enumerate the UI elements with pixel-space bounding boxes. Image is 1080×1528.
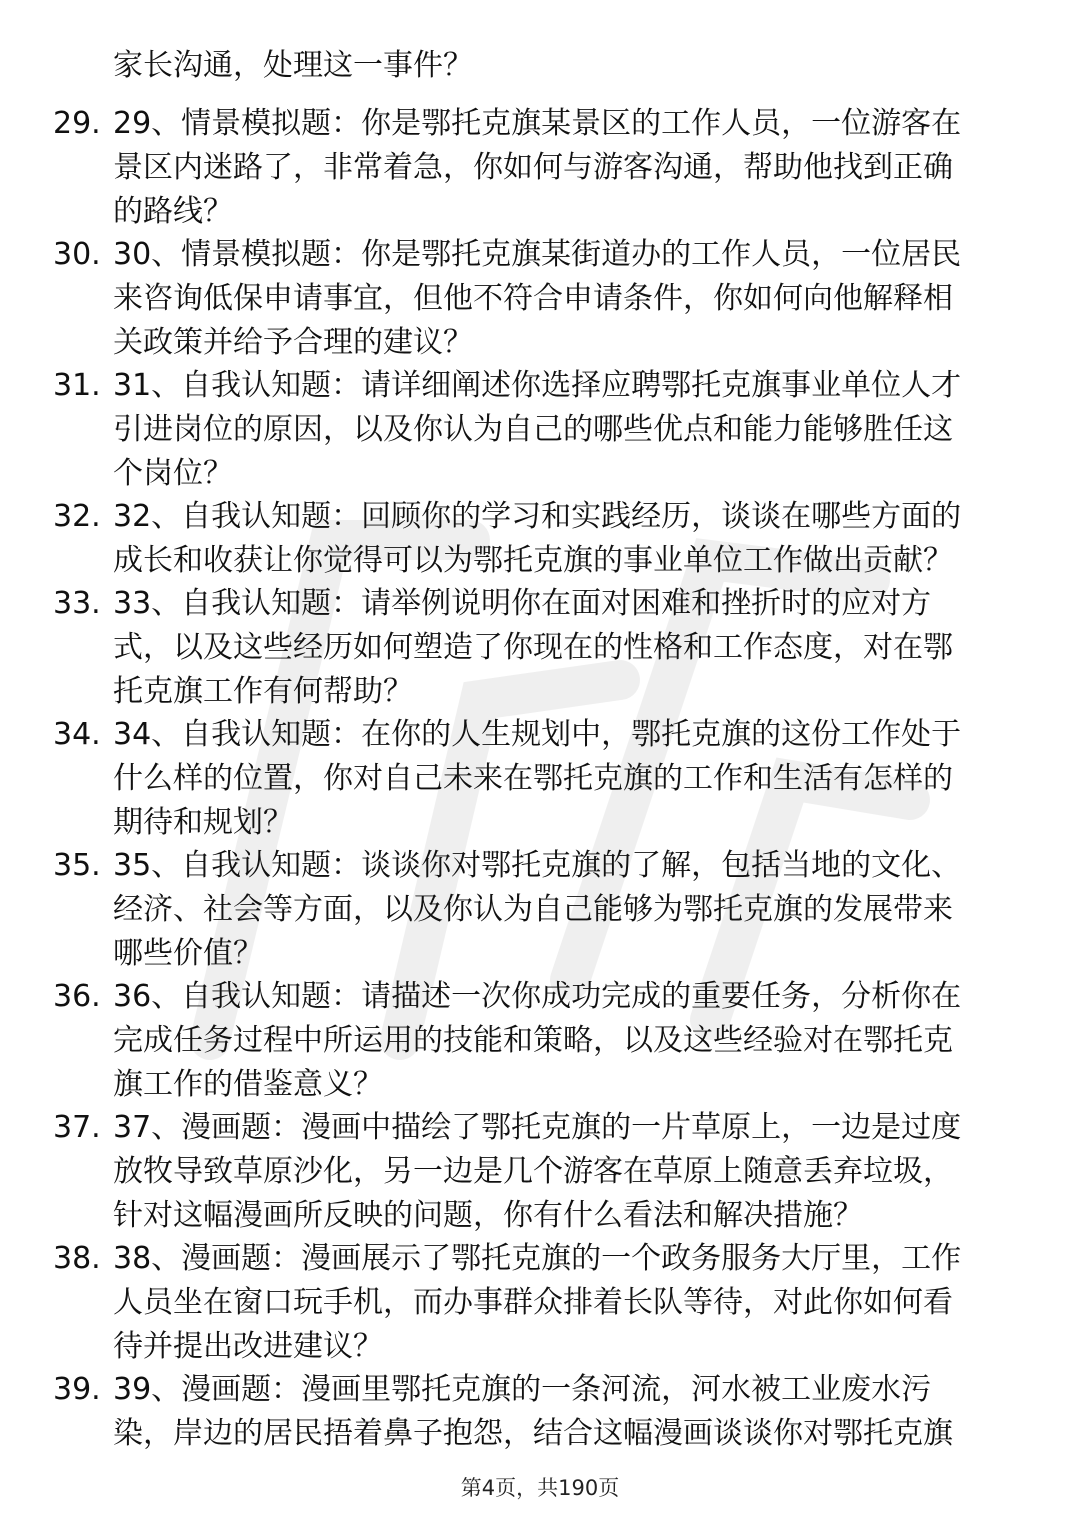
question-text-line: 什么样的位置，你对自己未来在鄂托克旗的工作和生活有怎样的 <box>113 761 953 796</box>
question-text-line: 人员坐在窗口玩手机，而办事群众排着长队等待，对此你如何看 <box>113 1285 953 1320</box>
question-text-line: 38、漫画题：漫画展示了鄂托克旗的一个政务服务大厅里，工作 <box>113 1241 962 1276</box>
question-text-line: 引进岗位的原因，以及你认为自己的哪些优点和能力能够胜任这 <box>113 412 953 447</box>
question-text-line: 31、自我认知题：请详细阐述你选择应聘鄂托克旗事业单位人才 <box>113 368 962 403</box>
question-text-line: 完成任务过程中所运用的技能和策略，以及这些经验对在鄂托克 <box>113 1023 953 1058</box>
question-number: 38. <box>53 1241 101 1276</box>
question-text-line: 的路线？ <box>113 194 233 229</box>
question-text-line: 成长和收获让你觉得可以为鄂托克旗的事业单位工作做出贡献？ <box>113 543 953 578</box>
question-number: 39. <box>53 1372 101 1407</box>
question-text-line: 染，岸边的居民捂着鼻子抱怨，结合这幅漫画谈谈你对鄂托克旗 <box>113 1416 953 1451</box>
question-text-line: 景区内迷路了，非常着急，你如何与游客沟通，帮助他找到正确 <box>113 150 953 185</box>
question-text-line: 37、漫画题：漫画中描绘了鄂托克旗的一片草原上，一边是过度 <box>113 1110 962 1145</box>
question-text-line: 待并提出改进建议？ <box>113 1329 383 1364</box>
question-text-line: 经济、社会等方面，以及你认为自己能够为鄂托克旗的发展带来 <box>113 892 953 927</box>
question-text-line: 针对这幅漫画所反映的问题，你有什么看法和解决措施？ <box>113 1198 863 1233</box>
question-number: 31. <box>53 368 101 403</box>
question-number: 30. <box>53 237 101 272</box>
question-text-line: 放牧导致草原沙化，另一边是几个游客在草原上随意丢弃垃圾， <box>113 1154 953 1189</box>
question-text-line: 34、自我认知题：在你的人生规划中，鄂托克旗的这份工作处于 <box>113 717 962 752</box>
question-text-line: 36、自我认知题：请描述一次你成功完成的重要任务，分析你在 <box>113 979 962 1014</box>
continued-question-text: 家长沟通，处理这一事件？ <box>113 48 473 83</box>
question-number: 37. <box>53 1110 101 1145</box>
question-text-line: 个岗位？ <box>113 456 233 491</box>
question-number: 36. <box>53 979 101 1014</box>
question-text-line: 期待和规划？ <box>113 805 293 840</box>
question-text-line: 33、自我认知题：请举例说明你在面对困难和挫折时的应对方 <box>113 586 932 621</box>
question-text-line: 来咨询低保申请事宜，但他不符合申请条件，你如何向他解释相 <box>113 281 953 316</box>
question-text-line: 30、情景模拟题：你是鄂托克旗某街道办的工作人员，一位居民 <box>113 237 962 272</box>
question-text-line: 托克旗工作有何帮助？ <box>113 674 413 709</box>
question-number: 35. <box>53 848 101 883</box>
page-footer: 第4页，共190页 <box>460 1476 620 1500</box>
question-number: 32. <box>53 499 101 534</box>
question-number: 34. <box>53 717 101 752</box>
question-text-line: 哪些价值？ <box>113 936 263 971</box>
question-text-line: 式，以及这些经历如何塑造了你现在的性格和工作态度，对在鄂 <box>113 630 953 665</box>
question-text-line: 32、自我认知题：回顾你的学习和实践经历，谈谈在哪些方面的 <box>113 499 962 534</box>
question-text-line: 35、自我认知题：谈谈你对鄂托克旗的了解，包括当地的文化、 <box>113 848 962 883</box>
question-number: 33. <box>53 586 101 621</box>
question-text-line: 29、情景模拟题：你是鄂托克旗某景区的工作人员，一位游客在 <box>113 106 962 141</box>
question-text-line: 旗工作的借鉴意义？ <box>113 1067 383 1102</box>
question-text-line: 39、漫画题：漫画里鄂托克旗的一条河流，河水被工业废水污 <box>113 1372 932 1407</box>
question-number: 29. <box>53 106 101 141</box>
question-text-line: 关政策并给予合理的建议？ <box>113 325 473 360</box>
